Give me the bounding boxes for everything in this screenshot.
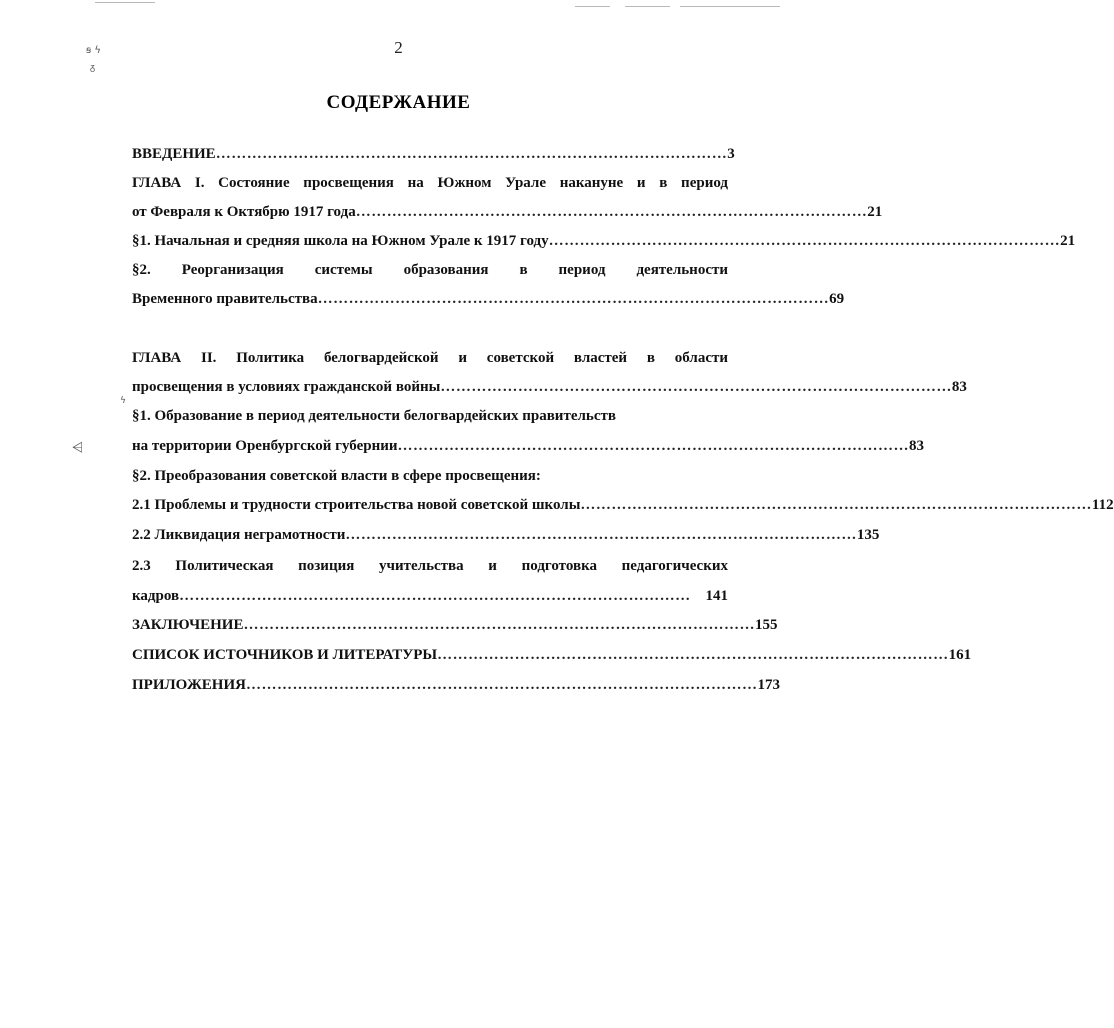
toc-entry-section-1-2-cont: Временного правительства ……………………………………………………………………………………… 69 [132,288,728,310]
toc-entry-subsection-2-2: 2.2 Ликвидация неграмотности ……………………………………………………………………………………… 135 [132,524,728,546]
scan-smudge-icon: ᵹ [90,63,96,73]
leader-dots: ……………………………………………………………………………………… [179,588,691,604]
leader-dots: ……………………………………………………………………………………… [243,617,755,633]
toc-entry-section-1-1: §1. Начальная и средняя школа на Южном Урале к 1917 году ……………………………………………………………………………………… 21 [132,230,728,252]
leader-dots: ……………………………………………………………………………………… [580,497,1092,513]
toc-entry-chapter-1: ГЛАВА I. Состояние просвещения на Южном Урале накануне и в период [132,175,728,191]
toc-entry-section-2-1-cont: на территории Оренбургской губернии ……………………………………………………………………………………… 83 [132,435,728,457]
toc-entry-conclusion: ЗАКЛЮЧЕНИЕ ……………………………………………………………………………………… 155 [132,614,728,636]
leader-dots: ……………………………………………………………………………………… [355,204,868,220]
toc-entry-bibliography: СПИСОК ИСТОЧНИКОВ И ЛИТЕРАТУРЫ ……………………………………………………………………………………… 161 [132,644,728,666]
leader-dots: ……………………………………………………………………………………… [215,146,728,162]
scan-artifact-line [680,6,780,7]
leader-dots: ……………………………………………………………………………………… [317,291,830,307]
scan-smudge-icon: ꞩ ϟ [86,45,101,56]
toc-entry-section-1-2: §2. Реорганизация системы образования в период деятельности [132,262,728,278]
page-number: 2 [394,38,403,57]
leader-dots: ……………………………………………………………………………………… [437,647,949,663]
scan-smudge-icon: ϟ [120,396,126,406]
toc-entry-appendices: ПРИЛОЖЕНИЯ ……………………………………………………………………………………… 173 [132,674,728,696]
toc-entry-chapter-2-cont: просвещения в условиях гражданской войны ……………………………………………………………………………………… 83 [132,376,728,398]
scan-artifact-line [575,6,610,7]
toc-entry-chapter-2: ГЛАВА II. Политика белогвардейской и советской властей в области [132,350,728,366]
toc-entry-section-2-1: §1. Образование в период деятельности белогвардейских правительств [132,408,616,424]
toc-entry-introduction: ВВЕДЕНИЕ ……………………………………………………………………………………… 3 [132,143,728,165]
leader-dots: ……………………………………………………………………………………… [440,379,952,395]
leader-dots: ……………………………………………………………………………………… [548,233,1061,249]
toc-title: СОДЕРЖАНИЕ [326,92,471,113]
toc-entry-subsection-2-1: 2.1 Проблемы и трудности строительства новой советской школы ……………………………………………………………………………………… 112 [132,494,728,516]
toc-entry-section-2-2: §2. Преобразования советской власти в сфере просвещения: [132,468,541,484]
leader-dots: ……………………………………………………………………………………… [345,527,857,543]
toc-entry-chapter-1-cont: от Февраля к Октябрю 1917 года ……………………………………………………………………………………… 21 [132,201,728,223]
leader-dots: ……………………………………………………………………………………… [397,438,910,454]
toc-entry-subsection-2-3: 2.3 Политическая позиция учительства и подготовка педагогических [132,558,728,574]
toc-entry-subsection-2-3-cont: кадров ……………………………………………………………………………………… 141 [132,585,728,607]
scan-artifact-line [95,2,155,3]
scan-smudge-icon: ⩤ [72,440,84,456]
scan-artifact-line [625,6,670,7]
leader-dots: ……………………………………………………………………………………… [245,677,758,693]
